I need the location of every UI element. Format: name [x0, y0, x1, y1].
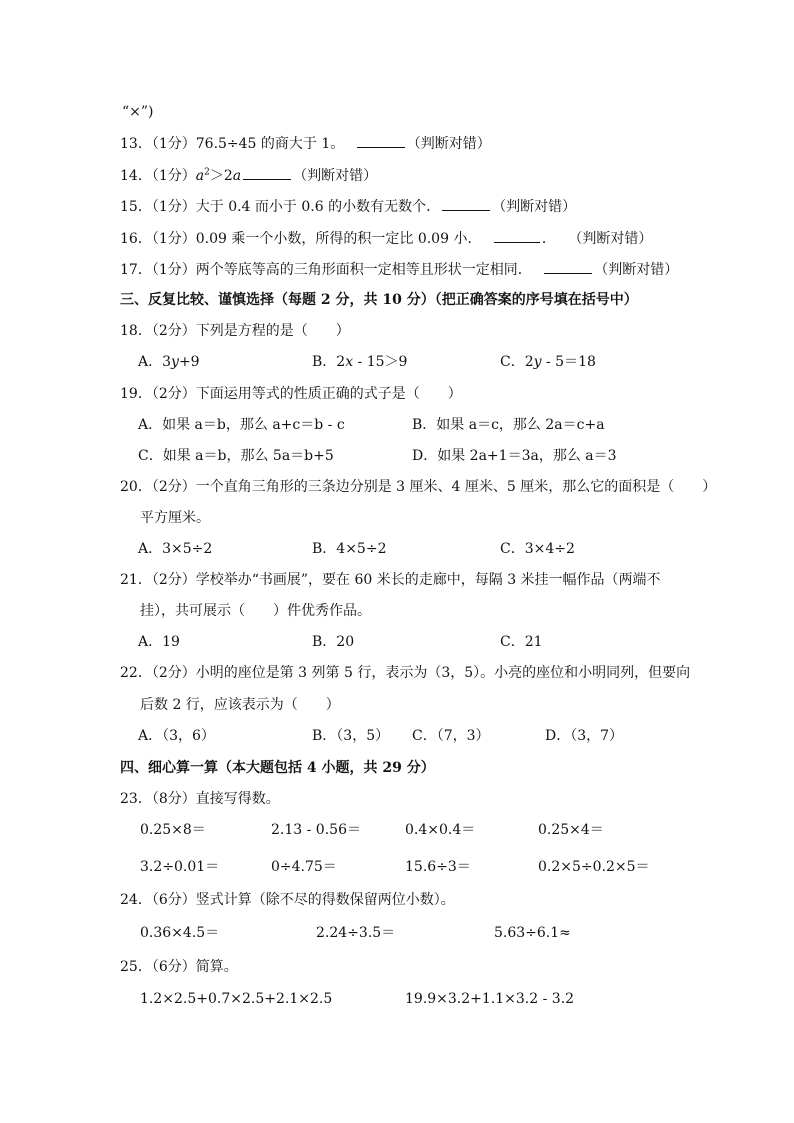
q13-number: 13．: [120, 136, 152, 152]
q24-expr-2: 2.24÷3.5＝: [316, 925, 396, 941]
section-4-heading: 四、细心算一算（本大题包括 4 小题，共 29 分）: [120, 760, 435, 776]
q23-expr-4: 0.25×4＝: [538, 822, 604, 838]
q23-expr-1: 0.25×8＝: [140, 822, 206, 838]
q21-option-c[interactable]: C．21: [500, 634, 543, 650]
question-24: 24．（6分）竖式计算（除不尽的得数保留两位小数）。: [120, 892, 455, 908]
q24-expr-3: 5.63÷6.1≈: [494, 925, 571, 941]
q13-score: （1分）: [151, 136, 196, 152]
q18-c-var: y: [533, 354, 542, 370]
q23-expr-6: 0÷4.75＝: [271, 859, 337, 875]
q20-option-a[interactable]: A．3×5÷2: [138, 541, 213, 557]
q18-option-a[interactable]: [138, 351, 200, 373]
q18-b-prefix: B．2: [312, 354, 346, 370]
q18-a-suffix: +9: [178, 354, 200, 370]
q14-tail: （判断对错）: [293, 168, 378, 184]
q14-number: 14．: [120, 168, 152, 184]
q13-tail: （判断对错）: [406, 136, 491, 152]
q13-text: 76.5÷45 的商大于 1。: [195, 136, 345, 152]
q19-option-d[interactable]: D．如果 2a+1＝3a，那么 a＝3: [412, 448, 617, 464]
section-3-heading: 三、反复比较、谨慎选择（每题 2 分，共 10 分）（把正确答案的序号填在括号中）: [120, 292, 638, 308]
q14-exponent: 2: [204, 167, 210, 178]
continued-text: “×”): [122, 104, 154, 120]
q18-c-suffix: - 5＝18: [541, 354, 596, 370]
q23-expr-3: 0.4×0.4＝: [405, 822, 476, 838]
q16-mid: ．: [541, 231, 556, 247]
question-17: [120, 258, 678, 280]
question-23: 23．（8分）直接写得数。: [120, 791, 280, 807]
question-22-line-2: 后数 2 行，应该表示为（ ）: [140, 697, 340, 713]
q17-tail: （判断对错）: [594, 262, 679, 278]
q18-b-suffix: - 15＞9: [353, 354, 408, 370]
q23-expr-5: 3.2÷0.01＝: [140, 859, 220, 875]
q21-option-b[interactable]: B．20: [312, 634, 355, 650]
q25-expr-1: 1.2×2.5+0.7×2.5+2.1×2.5: [140, 991, 333, 1007]
question-15: [120, 195, 576, 217]
q15-tail: （判断对错）: [492, 199, 577, 215]
q24-expr-1: 0.36×4.5＝: [140, 925, 220, 941]
q15-text: 大于 0.4 而小于 0.6 的小数有无数个．: [195, 199, 441, 215]
q15-score: （1分）: [151, 199, 196, 215]
q17-number: 17．: [120, 262, 152, 278]
q14-var-a: a: [195, 168, 205, 184]
q19-option-c[interactable]: C．如果 a＝b，那么 5a＝b+5: [138, 448, 334, 464]
q19-option-a[interactable]: A．如果 a＝b，那么 a+c＝b - c: [138, 417, 345, 433]
q20-option-b[interactable]: B．4×5÷2: [312, 541, 387, 557]
q17-score: （1分）: [151, 262, 196, 278]
q18-a-prefix: A．3: [138, 354, 172, 370]
q16-number: 16．: [120, 231, 152, 247]
q23-expr-2: 2.13 - 0.56＝: [271, 822, 361, 838]
q14-answer-blank[interactable]: [243, 164, 291, 180]
q23-expr-8: 0.2×5÷0.2×5＝: [538, 859, 650, 875]
q15-answer-blank[interactable]: [442, 195, 490, 211]
q22-option-d[interactable]: D．（3，7）: [545, 728, 624, 744]
question-25: 25．（6分）简算。: [120, 959, 238, 975]
q23-expr-7: 15.6÷3＝: [405, 859, 471, 875]
question-19: 19．（2分）下面运用等式的性质正确的式子是（ ）: [120, 386, 462, 402]
question-13: [120, 132, 491, 154]
q25-expr-2: 19.9×3.2+1.1×3.2 - 3.2: [405, 991, 575, 1007]
q15-number: 15．: [120, 199, 152, 215]
q17-answer-blank[interactable]: [544, 258, 592, 274]
question-20-line-1: 20．（2分）一个直角三角形的三条边分别是 3 厘米、4 厘米、5 厘米，那么它的面积是（ ）: [120, 479, 717, 495]
q16-tail: （判断对错）: [568, 231, 653, 247]
q22-option-a[interactable]: A．（3，6）: [138, 728, 215, 744]
q16-text: 0.09 乘一个小数，所得的积一定比 0.09 小．: [195, 231, 482, 247]
q19-option-b[interactable]: B．如果 a＝c，那么 2a＝c+a: [412, 417, 605, 433]
question-18: 18．（2分）下列是方程的是（ ）: [120, 323, 350, 339]
question-22-line-1: 22．（2分）小明的座位是第 3 列第 5 行，表示为（3，5）。小亮的座位和小明同列，但要向: [120, 665, 691, 681]
q18-option-b[interactable]: [312, 351, 407, 373]
question-14: [120, 164, 377, 186]
q18-option-c[interactable]: [500, 351, 596, 373]
q17-text: 两个等底等高的三角形面积一定相等且形状一定相同．: [195, 262, 532, 278]
q16-score: （1分）: [151, 231, 196, 247]
q20-option-c[interactable]: C．3×4÷2: [500, 541, 575, 557]
q18-a-var: y: [171, 354, 179, 370]
question-20-line-2: 平方厘米。: [140, 510, 210, 526]
q18-c-prefix: C．2: [500, 354, 534, 370]
question-21-line-1: 21．（2分）学校举办“书画展”，要在 60 米长的走廊中，每隔 3 米挂一幅作品（两端不: [120, 572, 661, 588]
q13-answer-blank[interactable]: [357, 132, 405, 148]
q14-score: （1分）: [151, 168, 196, 184]
q16-answer-blank[interactable]: [494, 227, 540, 243]
q14-var-a2: a: [232, 168, 242, 184]
question-21-line-2: 挂），共可展示（ ）件优秀作品。: [140, 603, 371, 619]
q14-gt: ＞2: [209, 168, 233, 184]
q22-option-b[interactable]: B．（3，5）: [312, 728, 390, 744]
question-16: [120, 227, 652, 249]
q21-option-a[interactable]: A．19: [138, 634, 180, 650]
q18-b-var: x: [345, 354, 354, 370]
q22-option-c[interactable]: C．（7，3）: [412, 728, 490, 744]
